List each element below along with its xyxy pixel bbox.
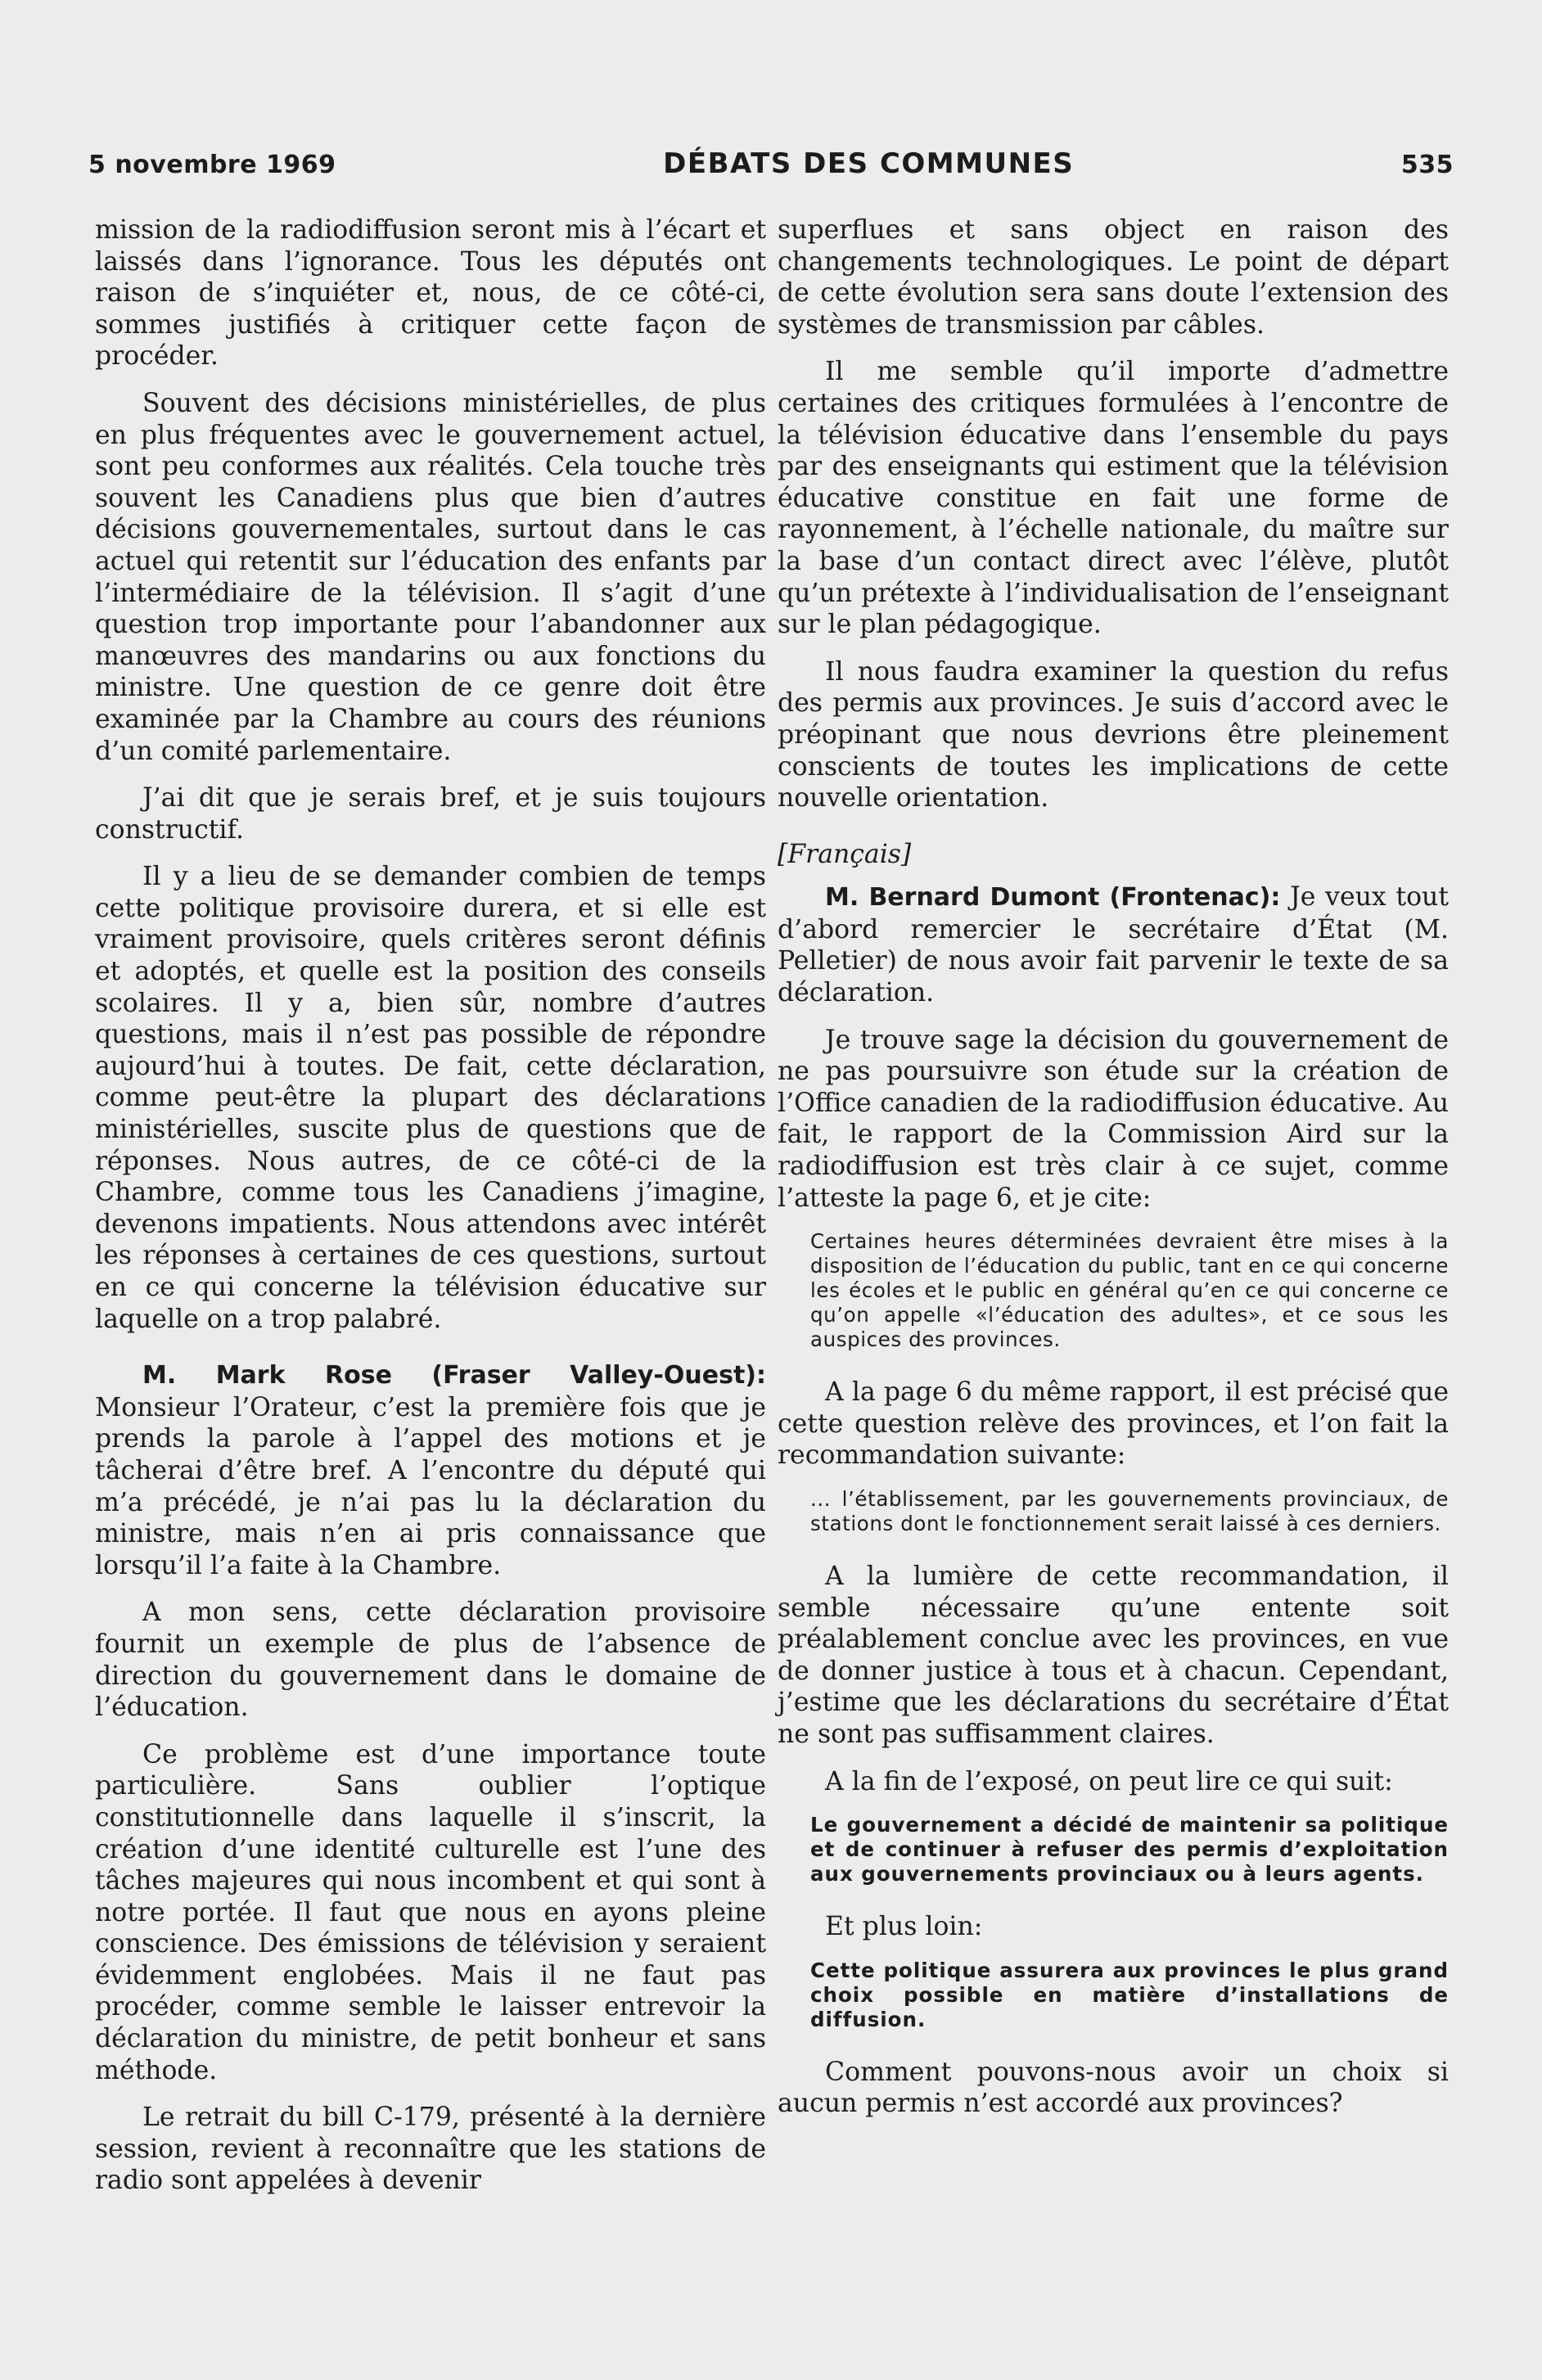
- speaker-text: Je veux tout d’abord remercier le secrétaire d’État (M. Pelletier) de nous avoir fait parvenir le texte de sa déclaration.: [778, 882, 1449, 1008]
- paragraph: Il me semble qu’il importe d’admettre certaines des critiques formulées à l’encontre de la télévision éducative dans l’ensemble du pays par des enseignants qui estiment que la télévision éducative constitue en fait une forme de rayonnement, à l’échelle nationale, du maître sur la base d’un contact direct avec l’élève, plutôt qu’un prétexte à l’individualisation de l’enseignant sur le plan pédagogique.: [778, 357, 1449, 640]
- page-header: [88, 147, 1454, 180]
- paragraph: A la lumière de cette recommandation, il semble nécessaire qu’une entente soit préalablement conclue avec les provinces, en vue de donner justice à tous et à chacun. Cependant, j’estime que les déclarations du secrétaire d’État ne sont pas suffisamment claires.: [778, 1562, 1449, 1749]
- left-column: [95, 214, 766, 2212]
- speaker-name: M. Mark Rose (Fraser Valley-Ouest):: [142, 1361, 766, 1391]
- paragraph: Souvent des décisions ministérielles, de plus en plus fréquentes avec le gouvernement actuel, sont peu conformes aux réalités. Cela touche très souvent les Canadiens plus que bien d’autres décisions gouvernementales, surtout dans le cas actuel qui retentit sur l’éducation des enfants par l’intermédiaire de la télévision. Il s’agit d’une question trop importante pour l’abandonner aux manœuvres des mandarins ou aux fonctions du ministre. Une question de ce genre doit être examinée par la Chambre au cours des réunions d’un comité parlementaire.: [95, 388, 766, 766]
- paragraph: A la fin de l’exposé, on peut lire ce qui suit:: [825, 1766, 1393, 1796]
- block-quote: ... l’établissement, par les gouvernements provinciaux, de stations dont le fonctionnement serait laissé à ces derniers.: [810, 1487, 1449, 1535]
- paragraph: A la page 6 du même rapport, il est précisé que cette question relève des provinces, et l’on fait la recommandation suivante:: [778, 1377, 1449, 1471]
- paragraph: mission de la radiodiffusion seront mis à l’écart et laissés dans l’ignorance. Tous les députés ont raison de s’inquiéter et, nous, de ce côté-ci, sommes justifiés à critiquer cette façon de procéder.: [95, 215, 766, 372]
- speaker-name: M. Bernard Dumont (Frontenac):: [825, 883, 1281, 913]
- paragraph: superflues et sans object en raison des changements technologiques. Le point de départ de cette évolution sera sans doute l’extension des systèmes de transmission par câbles.: [778, 215, 1449, 340]
- paragraph: Comment pouvons-nous avoir un choix si aucun permis n’est accordé aux provinces?: [778, 2057, 1449, 2119]
- block-quote: Cette politique assurera aux provinces le plus grand choix possible en matière d’installations de diffusion.: [810, 1958, 1449, 2031]
- language-tag: [Français]: [778, 839, 912, 869]
- speaker-paragraph: [95, 1359, 766, 1581]
- paragraph: Le retrait du bill C-179, présenté à la dernière session, revient à reconnaître que les stations de radio sont appelées à devenir: [95, 2103, 766, 2196]
- block-quote: Certaines heures déterminées devraient être mises à la disposition de l’éducation du public, tant en ce qui concerne les écoles et le public en général qu’en ce qui concerne ce qu’on appelle «l’éducation des adultes», et ce sous les auspices des provinces.: [810, 1229, 1449, 1352]
- speaker-paragraph: [778, 881, 1449, 1008]
- paragraph: Il nous faudra examiner la question du refus des permis aux provinces. Je suis d’accord avec le préopinant que nous devrions être pleinement conscients de toutes les implications de cette nouvelle orientation.: [778, 656, 1449, 814]
- speaker-text: Monsieur l’Orateur, c’est la première fois que je prends la parole à l’appel des motions et je tâcherai d’être bref. A l’encontre du député qui m’a précédé, je n’ai pas lu la déclaration du ministre, mais n’en ai pris connaissance que lorsqu’il l’a faite à la Chambre.: [95, 1392, 766, 1580]
- header-date: 5 novembre 1969: [88, 151, 336, 179]
- paragraph: Et plus loin:: [825, 1912, 983, 1942]
- right-column: [778, 214, 1449, 2135]
- paragraph: A mon sens, cette déclaration provisoire fournit un exemple de plus de l’absence de direction du gouvernement dans le domaine de l’éducation.: [95, 1598, 766, 1723]
- paragraph: Ce problème est d’une importance toute particulière. Sans oublier l’optique constitutionnelle dans laquelle il s’inscrit, la création d’une identité culturelle est l’une des tâches majeures qui nous incombent et qui sont à notre portée. Il faut que nous en ayons pleine conscience. Des émissions de télévision y seraient évidemment englobées. Mais il ne faut pas procéder, comme semble le laisser entrevoir la déclaration du ministre, de petit bonheur et sans méthode.: [95, 1739, 766, 2085]
- block-quote: Le gouvernement a décidé de maintenir sa politique et de continuer à refuser des permis d’exploitation aux gouvernements provinciaux ou à leurs agents.: [810, 1813, 1449, 1886]
- paragraph: Il y a lieu de se demander combien de temps cette politique provisoire durera, et si elle est vraiment provisoire, quels critères seront définis et adoptés, et quelle est la position des conseils scolaires. Il y a, bien sûr, nombre d’autres questions, mais il n’est pas possible de répondre aujourd’hui à toutes. De fait, cette déclaration, comme peut-être la plupart des déclarations ministérielles, suscite plus de questions que de réponses. Nous autres, de ce côté-ci de la Chambre, comme tous les Canadiens j’imagine, devenons impatients. Nous attendons avec intérêt les réponses à certaines de ces questions, surtout en ce qui concerne la télévision éducative sur laquelle on a trop palabré.: [95, 862, 766, 1334]
- header-title: DÉBATS DES COMMUNES: [663, 147, 1075, 180]
- paragraph: J’ai dit que je serais bref, et je suis toujours constructif.: [95, 783, 766, 845]
- page-number: 535: [1400, 151, 1454, 179]
- paragraph: Je trouve sage la décision du gouvernement de ne pas poursuivre son étude sur la création de l’Office canadien de la radiodiffusion éducative. Au fait, le rapport de la Commission Aird sur la radiodiffusion est très clair à ce sujet, comme l’atteste la page 6, et je cite:: [778, 1025, 1449, 1213]
